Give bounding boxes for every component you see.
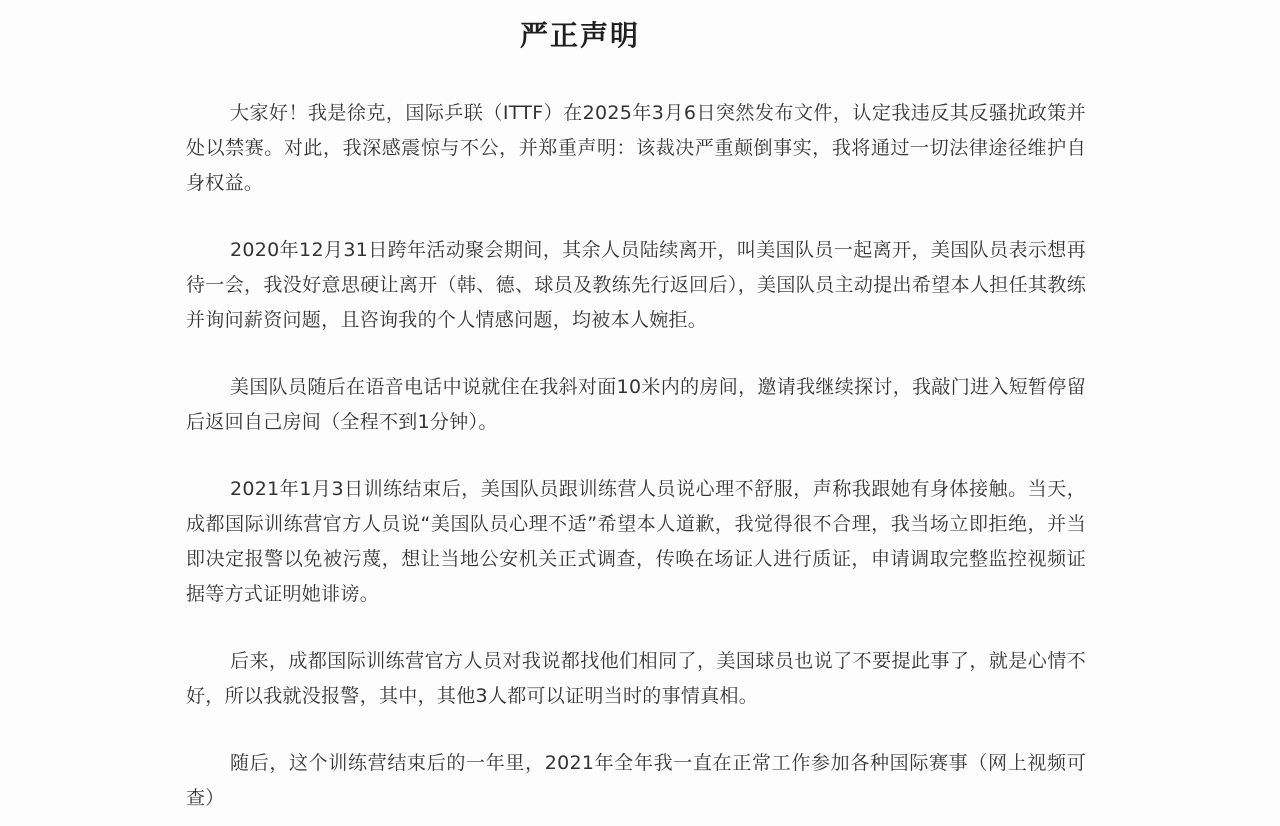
paragraph-new-year-party: 2020年12月31日跨年活动聚会期间，其余人员陆续离开，叫美国队员一起离开，美国队员表示想再待一会，我没好意思硬让离开（韩、德、球员及教练先行返回后），美国队员主动提出希望本人担任其教练并询问薪资问题，且咨询我的个人情感问题，均被本人婉拒。 xyxy=(186,239,1086,331)
paragraph-aftermath: 随后，这个训练营结束后的一年里，2021年全年我一直在正常工作参加各种国际赛事（网上视频可查） xyxy=(186,752,1086,809)
paragraph-intro: 大家好！我是徐克，国际乒联（ITTF）在2025年3月6日突然发布文件，认定我违反其反骚扰政策并处以禁赛。对此，我深感震惊与不公，并郑重声明：该裁决严重颠倒事实，我将通过一切法律途径维护自身权益。 xyxy=(186,102,1086,194)
paragraph-voice-call: 美国队员随后在语音电话中说就住在我斜对面10米内的房间，邀请我继续探讨，我敲门进入短暂停留后返回自己房间（全程不到1分钟）。 xyxy=(186,376,1086,433)
paragraph-no-report: 后来，成都国际训练营官方人员对我说都找他们相同了，美国球员也说了不要提此事了，就是心情不好，所以我就没报警，其中，其他3人都可以证明当时的事情真相。 xyxy=(186,650,1086,707)
paragraph-training-complaint: 2021年1月3日训练结束后，美国队员跟训练营人员说心理不舒服，声称我跟她有身体接触。当天，成都国际训练营官方人员说“美国队员心理不适”希望本人道歉，我觉得很不合理，我当场立即拒绝，并当即决定报警以免被污蔑，想让当地公安机关正式调查，传唤在场证人进行质证，申请调取完整监控视频证据等方式证明她诽谤。 xyxy=(186,478,1086,605)
statement-title: 严正声明 xyxy=(519,19,640,52)
